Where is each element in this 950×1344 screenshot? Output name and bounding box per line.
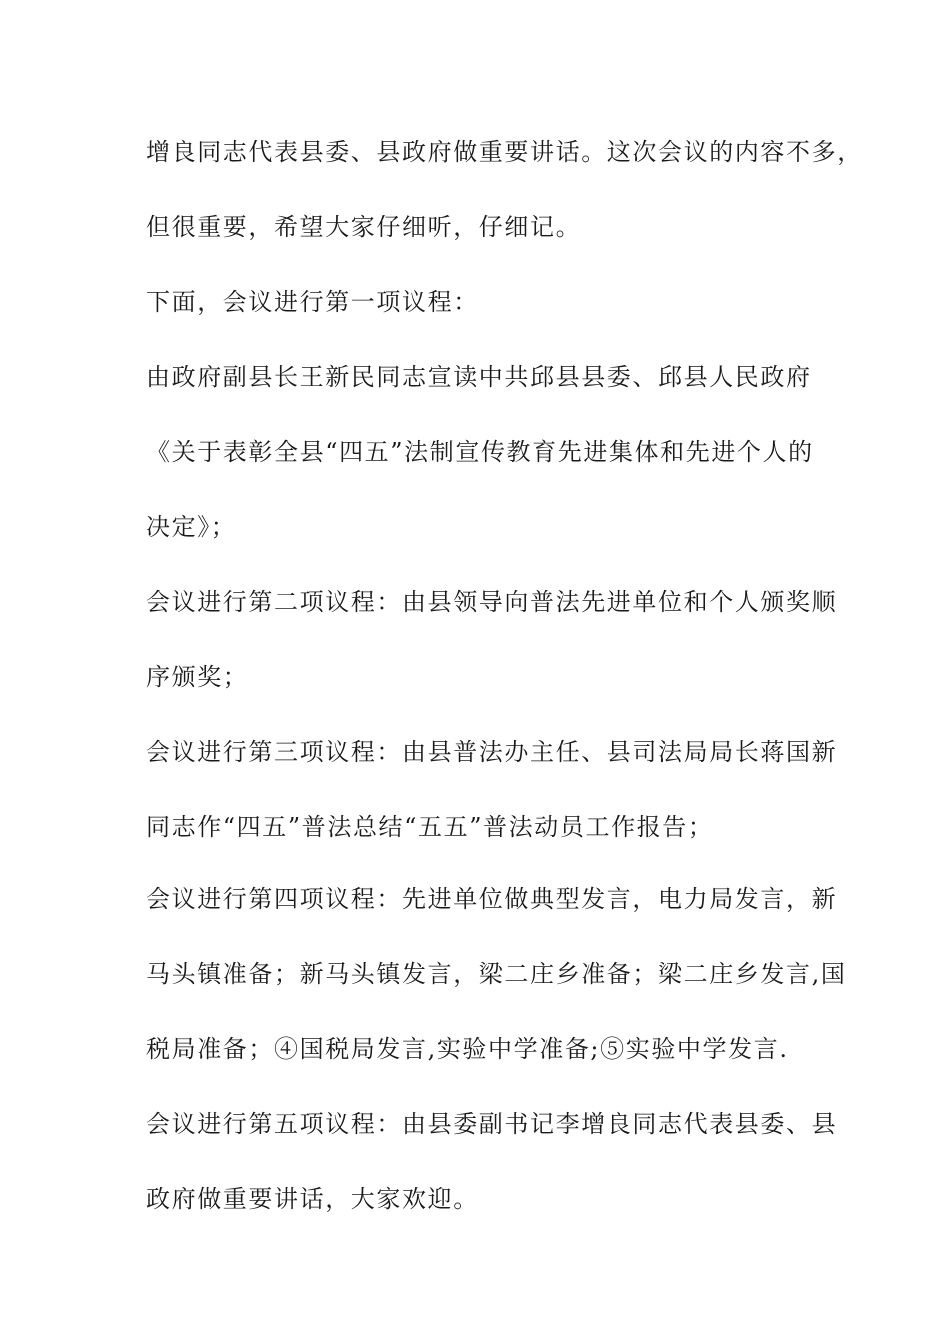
paragraph-line: 增良同志代表县委、县政府做重要讲话。这次会议的内容不多， — [146, 138, 863, 166]
paragraph-line: 会议进行第五项议程：由县委副书记李增良同志代表县委、县 — [146, 1110, 838, 1138]
paragraph-line: 税局准备；④国税局发言,实验中学准备;⑤实验中学发言. — [146, 1035, 789, 1063]
paragraph-line: 下面，会议进行第一项议程： — [146, 288, 479, 316]
paragraph-line: 会议进行第二项议程：由县领导向普法先进单位和个人颁奖顺 — [146, 588, 838, 616]
paragraph-line: 政府做重要讲话，大家欢迎。 — [146, 1185, 479, 1213]
paragraph-line: 《关于表彰全县“四五”法制宣传教育先进集体和先进个人的 — [146, 438, 814, 466]
paragraph-line: 由政府副县长王新民同志宣读中共邱县县委、邱县人民政府 — [146, 363, 812, 391]
paragraph-line: 马头镇准备；新马头镇发言，梁二庄乡准备；梁二庄乡发言,国 — [146, 960, 847, 988]
paragraph-line: 会议进行第三项议程：由县普法办主任、县司法局局长蒋国新 — [146, 738, 838, 766]
paragraph-line: 但很重要，希望大家仔细听，仔细记。 — [146, 213, 582, 241]
paragraph-line: 同志作“四五”普法总结“五五”普法动员工作报告； — [146, 813, 714, 841]
paragraph-line: 决定》； — [146, 513, 237, 541]
paragraph-line: 会议进行第四项议程：先进单位做典型发言，电力局发言，新 — [146, 885, 838, 913]
paragraph-line: 序颁奖； — [146, 663, 249, 691]
